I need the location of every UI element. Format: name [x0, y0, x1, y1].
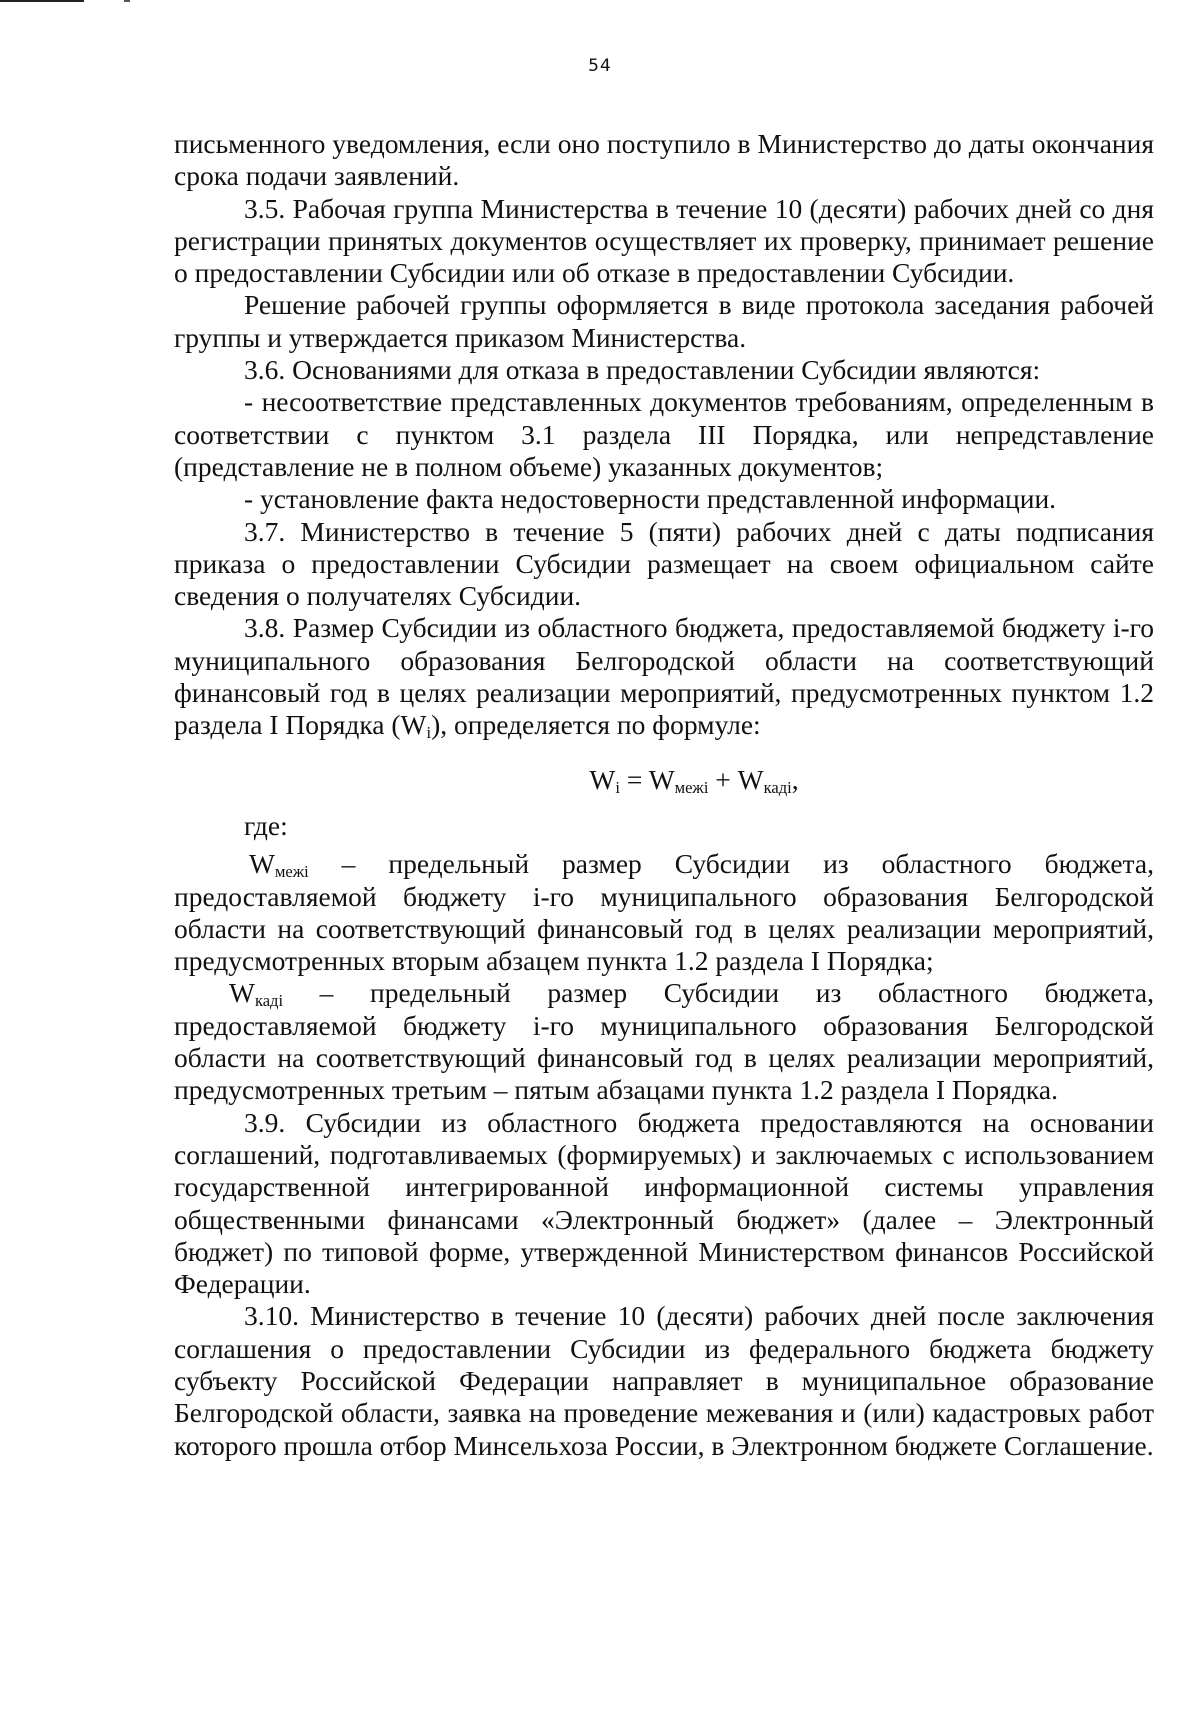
subscript: каді — [763, 777, 792, 797]
paragraph-3-7: 3.7. Министерство в течение 5 (пяти) рабочих дней с даты подписания приказа о предоставлении Субсидии размещает на своем официальном сайте сведения о получателях Субсидии. — [174, 515, 1154, 612]
paragraph: письменного уведомления, если оно поступило в Министерство до даты окончания срока подачи заявлений. — [174, 128, 1154, 192]
paragraph: Решение рабочей группы оформляется в виде протокола заседания рабочей группы и утверждается приказом Министерства. — [174, 289, 1154, 353]
where-label: где: — [244, 809, 288, 841]
paragraph-3-5: 3.5. Рабочая группа Министерства в течение 10 (десяти) рабочих дней со дня регистрации принятых документов осуществляет их проверку, принимает решение о предоставлении Субсидии или об отказе в предоставлении Субсидии. — [174, 192, 1154, 289]
formula-symbol: + W — [708, 763, 764, 795]
formula — [174, 764, 1154, 796]
paragraph-3-10: 3.10. Министерство в течение 10 (десяти) рабочих дней после заключения соглашения о предоставлении Субсидии из федерального бюджета бюджету субъекту Российской Федерации направляет в муниципальное образование Белгородской области, заявка на проведение межевания и (или) кадастровых работ которого прошла отбор Минсельхоза России, в Электронном бюджете Соглашение. — [174, 1300, 1154, 1461]
scan-edge-mark — [0, 0, 84, 2]
definition-text: – предельный размер Субсидии из областного бюджета, предоставляемой бюджету i-го муниципального образования Белгородской области на соответствующий финансовый год в целях реализации мероприятий, предусмотренных вторым абзацем пункта 1.2 раздела I Порядка; — [174, 848, 1154, 977]
definition-text: – предельный размер Субсидии из областного бюджета, предоставляемой бюджету i-го муниципального образования Белгородской области на соответствующий финансовый год в целях реализации мероприятий, предусмотренных третьим – пятым абзацами пункта 1.2 раздела I Порядка. — [174, 977, 1154, 1106]
list-item: - несоответствие представленных документов требованиям, определенным в соответствии с пунктом 3.1 раздела III Порядка, или непредставление (представление не в полном объеме) указанных документов; — [174, 386, 1154, 482]
formula-symbol: W — [589, 763, 616, 795]
subscript: межі — [674, 777, 709, 797]
formula-symbol: , — [791, 763, 799, 795]
paragraph-text: ), определяется по формуле: — [431, 709, 761, 741]
paragraph-3-8 — [174, 612, 1154, 741]
list-item: - установление факта недостоверности представленной информации. — [244, 483, 1057, 515]
subscript: i — [426, 723, 432, 743]
paragraph-text: 3.8. Размер Субсидии из областного бюджета, предоставляемой бюджету i-го муниципального образования Белгородской области на соответствующий финансовый год в целях реализации мероприятий, предусмотренных пунктом 1.2 раздела I Порядка (W — [174, 612, 1154, 741]
formula-symbol: = W — [619, 763, 675, 795]
subscript: межі — [274, 862, 309, 882]
subscript: i — [615, 777, 620, 797]
formula-symbol: W — [229, 977, 255, 1009]
formula-symbol: W — [249, 848, 275, 880]
definition-w-mezh — [174, 848, 1154, 977]
scan-edge-mark — [124, 0, 130, 2]
page-number: 54 — [588, 56, 612, 76]
document-body — [174, 128, 1154, 1462]
definition-w-kad — [174, 977, 1154, 1106]
paragraph-3-9: 3.9. Субсидии из областного бюджета предоставляются на основании соглашений, подготавливаемых (формируемых) и заключаемых с использованием государственной интегрированной информационной системы управления общественными финансами «Электронный бюджет» (далее – Электронный бюджет) по типовой форме, утвержденной Министерством финансов Российской Федерации. — [174, 1106, 1154, 1300]
subscript: каді — [254, 991, 284, 1011]
paragraph-3-6: 3.6. Основаниями для отказа в предоставлении Субсидии являются: — [244, 354, 1041, 386]
